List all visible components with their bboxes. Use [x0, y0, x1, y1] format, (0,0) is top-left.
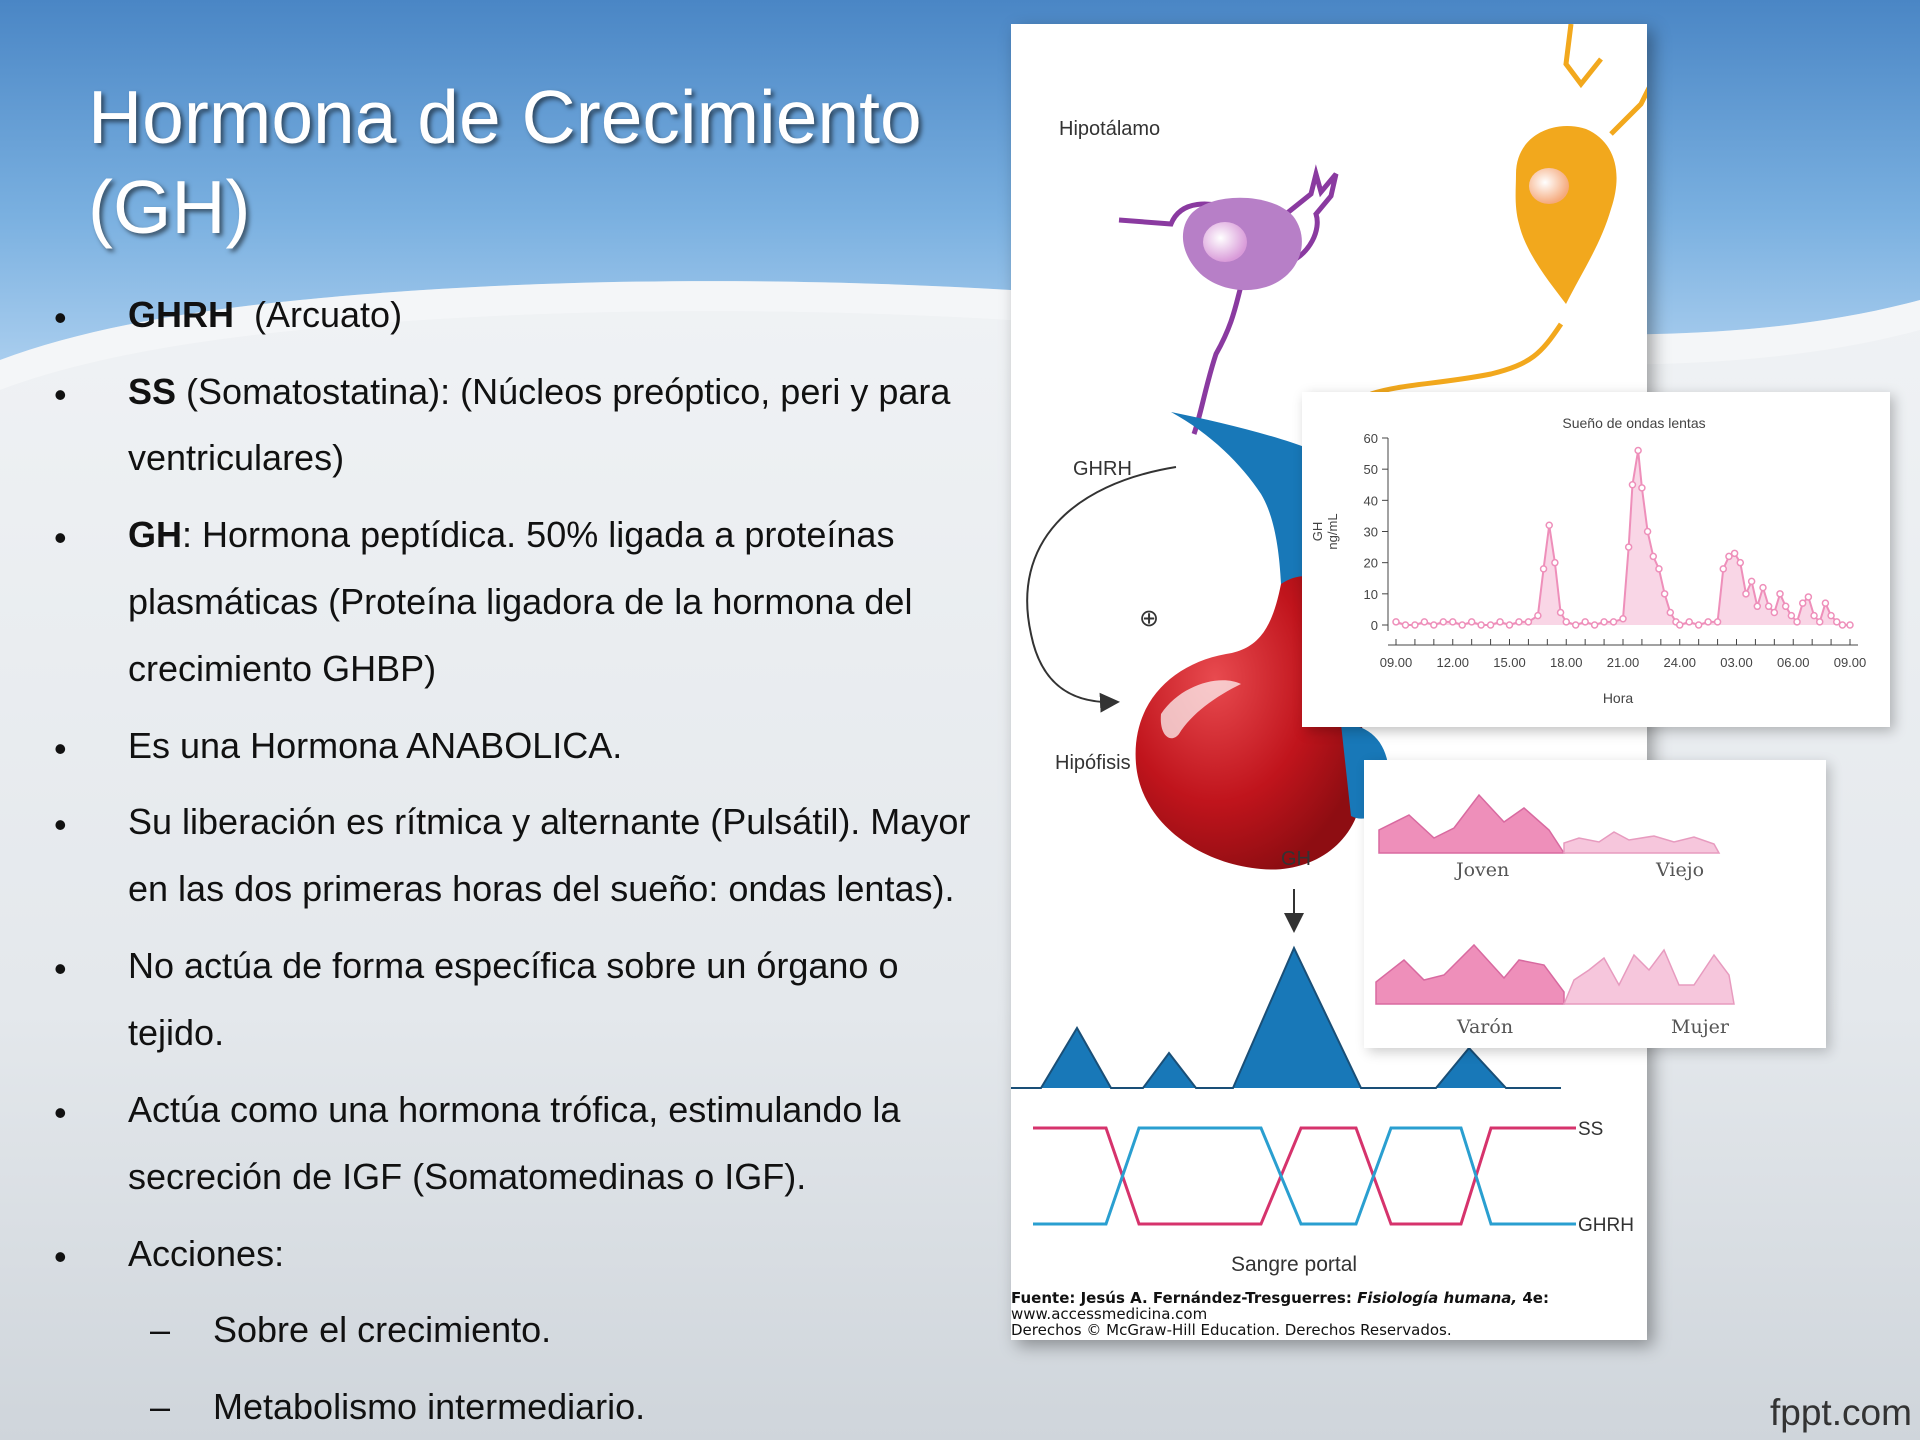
- gh-chart-svg: [1302, 392, 1890, 727]
- bullet-trofica-cont: secreción de IGF (Somatomedinas o IGF).: [128, 1156, 807, 1197]
- x-tick-label: 03.00: [1720, 655, 1753, 670]
- bullet-text: (Arcuato): [254, 294, 403, 335]
- bullet-marker: •: [54, 517, 67, 558]
- data-point: [1737, 560, 1743, 566]
- data-point: [1582, 619, 1588, 625]
- data-point: [1667, 610, 1673, 616]
- data-point: [1639, 485, 1645, 491]
- data-point: [1431, 622, 1437, 628]
- ss-line: [1033, 1128, 1576, 1224]
- data-point: [1800, 600, 1806, 606]
- label-hipofisis: Hipófisis: [1055, 752, 1131, 774]
- source-suffix: 4e:: [1517, 1289, 1549, 1307]
- label-hipotalamo: Hipotálamo: [1059, 118, 1161, 140]
- data-point: [1771, 610, 1777, 616]
- label-varon: Varón: [1457, 1016, 1514, 1038]
- y-axis-label: ng/mL: [1325, 513, 1340, 550]
- label-ghrh-line: GHRH: [1578, 1215, 1634, 1236]
- label-joven: Joven: [1456, 859, 1510, 881]
- label-gh: GH: [1281, 848, 1311, 870]
- data-point: [1541, 566, 1547, 572]
- bullet-marker: •: [54, 728, 67, 769]
- data-point: [1828, 613, 1834, 619]
- data-point: [1525, 619, 1531, 625]
- data-point: [1629, 482, 1635, 488]
- bullet-gh-cont: crecimiento GHBP): [128, 648, 437, 689]
- data-point: [1563, 619, 1569, 625]
- gh-profiles-inset: [1364, 760, 1826, 1048]
- data-point: [1777, 591, 1783, 597]
- data-point: [1754, 603, 1760, 609]
- data-point: [1705, 619, 1711, 625]
- data-point: [1817, 619, 1823, 625]
- curved-arrow-icon: [1027, 467, 1176, 702]
- data-point: [1592, 622, 1598, 628]
- bullet-gh-cont: plasmáticas (Proteína ligadora de la hormona del: [128, 581, 913, 622]
- bullet-text: (Somatostatina): (Núcleos preóptico, peri y para: [186, 371, 951, 412]
- data-point: [1601, 619, 1607, 625]
- data-point: [1822, 600, 1828, 606]
- profile-varon: [1376, 945, 1564, 1004]
- x-tick-label: 18.00: [1549, 655, 1583, 670]
- source-line-1: [1011, 1290, 1647, 1306]
- bullet-trofica: Actúa como una hormona trófica, estimulando la: [128, 1089, 901, 1130]
- figure-source: [1011, 1290, 1647, 1338]
- data-point: [1488, 622, 1494, 628]
- data-point: [1847, 622, 1853, 628]
- x-tick-label: 15.00: [1493, 655, 1526, 670]
- y-axis-label: GH: [1310, 521, 1325, 542]
- data-point: [1558, 610, 1564, 616]
- sub-bullet-crecimiento: Sobre el crecimiento.: [213, 1309, 552, 1350]
- y-tick-label: 30: [1363, 524, 1378, 540]
- profile-joven: [1379, 795, 1564, 853]
- bullet-ss-cont: ventriculares): [128, 437, 345, 478]
- data-point: [1794, 619, 1800, 625]
- sub-bullet-marker: –: [150, 1309, 171, 1350]
- data-point: [1635, 447, 1641, 453]
- sub-bullet-metabolismo: Metabolismo intermediario.: [213, 1386, 646, 1427]
- x-axis-label: Hora: [1602, 690, 1634, 706]
- data-point: [1650, 553, 1656, 559]
- bullet-liberacion: Su liberación es rítmica y alternante (Pulsátil). Mayor: [128, 801, 971, 842]
- bullet-gh: [128, 514, 894, 556]
- data-point: [1732, 550, 1738, 556]
- bullet-bold: GHRH: [128, 294, 234, 335]
- data-point: [1656, 566, 1662, 572]
- sub-bullet-marker: –: [150, 1386, 171, 1427]
- data-point: [1662, 591, 1668, 597]
- label-mujer: Mujer: [1671, 1016, 1729, 1038]
- data-point: [1645, 529, 1651, 535]
- title-line-1: Hormona de Crecimiento: [88, 75, 922, 159]
- x-tick-label: 06.00: [1776, 655, 1810, 670]
- label-viejo: Viejo: [1656, 859, 1705, 881]
- data-point: [1546, 522, 1552, 528]
- label-ss: SS: [1578, 1119, 1604, 1140]
- bullet-marker: •: [54, 804, 67, 845]
- y-tick-label: 0: [1370, 618, 1378, 633]
- x-tick-label: 09.00: [1833, 655, 1867, 670]
- hypothalamus-neuron-icon: [1371, 24, 1647, 394]
- y-tick-label: 20: [1363, 555, 1378, 571]
- data-point: [1720, 566, 1726, 572]
- source-rights: Derechos © McGraw-Hill Education. Derechos Reservados.: [1011, 1321, 1452, 1339]
- profiles-svg: [1364, 760, 1826, 1048]
- data-point: [1497, 619, 1503, 625]
- bullet-marker: •: [54, 948, 67, 989]
- data-point: [1686, 619, 1692, 625]
- data-point: [1402, 622, 1408, 628]
- bullet-marker: •: [54, 1236, 67, 1277]
- x-tick-label: 21.00: [1606, 655, 1640, 670]
- bullet-acciones: Acciones:: [128, 1233, 285, 1274]
- bullet-ghrh: [128, 294, 402, 336]
- bullet-no-actua: No actúa de forma específica sobre un órgano o: [128, 945, 899, 986]
- chart-title: Sueño de ondas lentas: [1562, 415, 1706, 431]
- data-point: [1788, 613, 1794, 619]
- bullet-marker: •: [54, 374, 67, 415]
- data-point: [1552, 560, 1558, 566]
- brand-watermark: fppt.com: [1770, 1392, 1912, 1433]
- data-point: [1760, 585, 1766, 591]
- gh-sleep-chart: [1302, 392, 1890, 727]
- data-point: [1749, 578, 1755, 584]
- data-point: [1743, 591, 1749, 597]
- data-point: [1393, 619, 1399, 625]
- x-tick-label: 09.00: [1379, 655, 1413, 670]
- title-line-2: (GH): [88, 165, 251, 249]
- data-point: [1507, 622, 1513, 628]
- data-point: [1811, 613, 1817, 619]
- data-point: [1421, 619, 1427, 625]
- y-tick-label: 50: [1363, 462, 1378, 478]
- data-point: [1766, 603, 1772, 609]
- data-point: [1805, 594, 1811, 600]
- bullet-bold: SS: [128, 371, 177, 412]
- bullet-no-actua-cont: tejido.: [128, 1012, 225, 1053]
- data-point: [1611, 619, 1617, 625]
- y-tick-label: 40: [1363, 493, 1378, 509]
- bullet-text: : Hormona peptídica. 50% ligada a proteínas: [182, 514, 895, 555]
- data-point: [1783, 603, 1789, 609]
- data-point: [1450, 619, 1456, 625]
- source-url: www.accessmedicina.com: [1011, 1305, 1208, 1323]
- profile-viejo: [1564, 832, 1719, 853]
- x-tick-label: 24.00: [1663, 655, 1697, 670]
- label-ghrh: GHRH: [1073, 458, 1132, 480]
- bullet-bold: GH: [128, 514, 182, 555]
- source-book: Fisiología humana,: [1357, 1289, 1518, 1307]
- data-point: [1573, 622, 1579, 628]
- data-point: [1715, 619, 1721, 625]
- data-point: [1516, 619, 1522, 625]
- data-point: [1469, 619, 1475, 625]
- data-point: [1459, 622, 1465, 628]
- data-point: [1626, 544, 1632, 550]
- profile-mujer: [1564, 950, 1734, 1004]
- data-point: [1620, 616, 1626, 622]
- bullet-anabolica: Es una Hormona ANABOLICA.: [128, 725, 623, 766]
- data-point: [1412, 622, 1418, 628]
- bullet-ss: [128, 371, 950, 413]
- data-point: [1478, 622, 1484, 628]
- label-plus: ⊕: [1139, 605, 1160, 632]
- data-point: [1535, 613, 1541, 619]
- series-line: [1396, 450, 1850, 625]
- ghrh-line: [1033, 1128, 1576, 1224]
- x-tick-label: 12.00: [1436, 655, 1470, 670]
- data-point: [1677, 622, 1683, 628]
- data-point: [1696, 622, 1702, 628]
- y-tick-label: 10: [1363, 586, 1378, 602]
- y-tick-label: 60: [1363, 431, 1378, 446]
- bullet-marker: •: [54, 1092, 67, 1133]
- bullet-liberacion-cont: en las dos primeras horas del sueño: ondas lentas).: [128, 868, 955, 909]
- label-sangre-portal: Sangre portal: [1231, 1253, 1358, 1276]
- data-point: [1440, 619, 1446, 625]
- source-prefix: Fuente: Jesús A. Fernández-Tresguerres:: [1011, 1289, 1358, 1307]
- bullet-marker: •: [54, 297, 67, 338]
- data-point: [1839, 622, 1845, 628]
